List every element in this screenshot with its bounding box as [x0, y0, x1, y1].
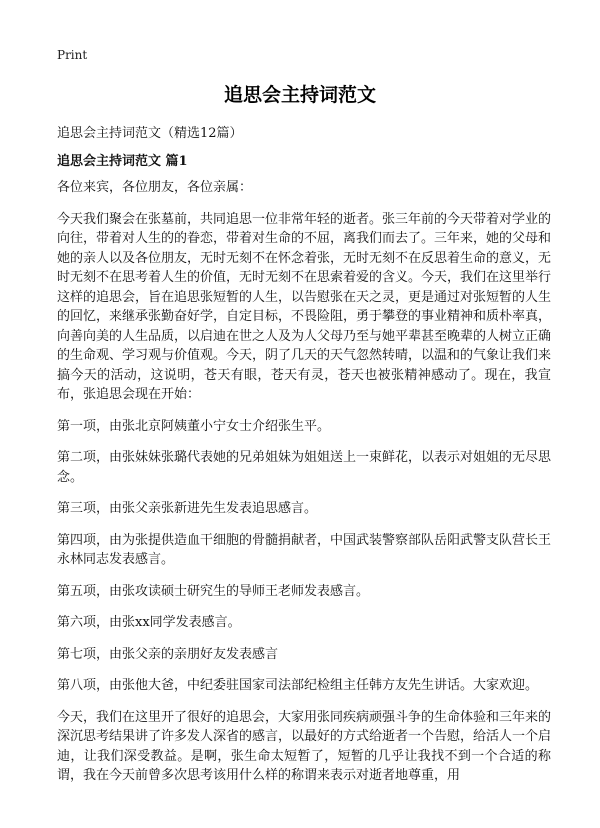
print-label[interactable]: Print [57, 48, 88, 62]
agenda-item-1: 第一项，由张北京阿姨董小宁女士介绍张生平。 [57, 418, 331, 434]
agenda-item-5: 第五项，由张攻读硕士研究生的导师王老师发表感言。 [57, 583, 370, 599]
document-body [57, 178, 551, 798]
agenda-item-4: 第四项，由为张提供造血干细胞的骨髓捐献者，中国武装警察部队岳阳武警支队营长王永林同志发表感言。 [57, 532, 552, 567]
agenda-item-2: 第二项，由张妹妹张璐代表她的兄弟姐妹为姐姐送上一束鲜花，以表示对姐姐的无尽思念。 [57, 450, 552, 485]
intro-paragraph: 今天我们聚会在张墓前，共同追思一位非常年轻的逝者。张三年前的今天带着对学业的向往，带着对人生的的眷恋，带着对生命的不屈，离我们而去了。三年来，她的父母和她的亲人以及各位朋友，无时无刻不在怀念着张，无时无刻不在反思着生命的意义，无时无刻不在思考着人生的价值，无时无刻不在思索着爱的含义。今天，我们在这里举行这样的追思会，旨在追思张短暂的人生，以告慰张在天之灵，更是通过对张短暂的人生的回忆，来继承张勤奋好学，自定目标，不畏险阻，勇于攀登的事业精神和质朴率真，向善向美的人生品质，以启迪在世之人及为人父母乃至与她平辈甚至晚辈的人树立正确的生命观、学习观与价值观。今天，阴了几天的天气忽然转晴，以温和的气象让我们来搞今天的活动，这说明，苍天有眼，苍天有灵，苍天也被张精神感动了。现在，我宣布，张追思会现在开始： [57, 211, 552, 402]
document-subtitle: 追思会主持词范文（精选12篇） [57, 126, 243, 141]
page-title: 追思会主持词范文 [223, 84, 376, 106]
agenda-item-7: 第七项，由张父亲的亲朋好友发表感言 [57, 646, 279, 662]
section-heading: 追思会主持词范文 篇1 [57, 154, 188, 169]
agenda-item-8: 第八项，由张他大爸，中纪委驻国家司法部纪检组主任韩方友先生讲话。大家欢迎。 [57, 678, 539, 693]
agenda-item-6: 第六项，由张xx同学发表感言。 [57, 615, 241, 630]
closing-paragraph: 今天，我们在这里开了很好的追思会，大家用张同疾病顽强斗争的生命体验和三年来的深沉思考结果讲了许多发人深省的感言，以最好的方式给逝者一个告慰，给活人一个启迪，让我们深受教益。是啊，张生命太短暂了，短暂的几乎让我找不到一个合适的称谓，我在今天前曾多次思考该用什么样的称谓来表示对逝者地尊重，用 [57, 709, 552, 783]
greeting-paragraph: 各位来宾，各位朋友，各位亲属： [57, 180, 253, 195]
agenda-item-3: 第三项，由张父亲张新进先生发表追思感言。 [57, 501, 318, 516]
